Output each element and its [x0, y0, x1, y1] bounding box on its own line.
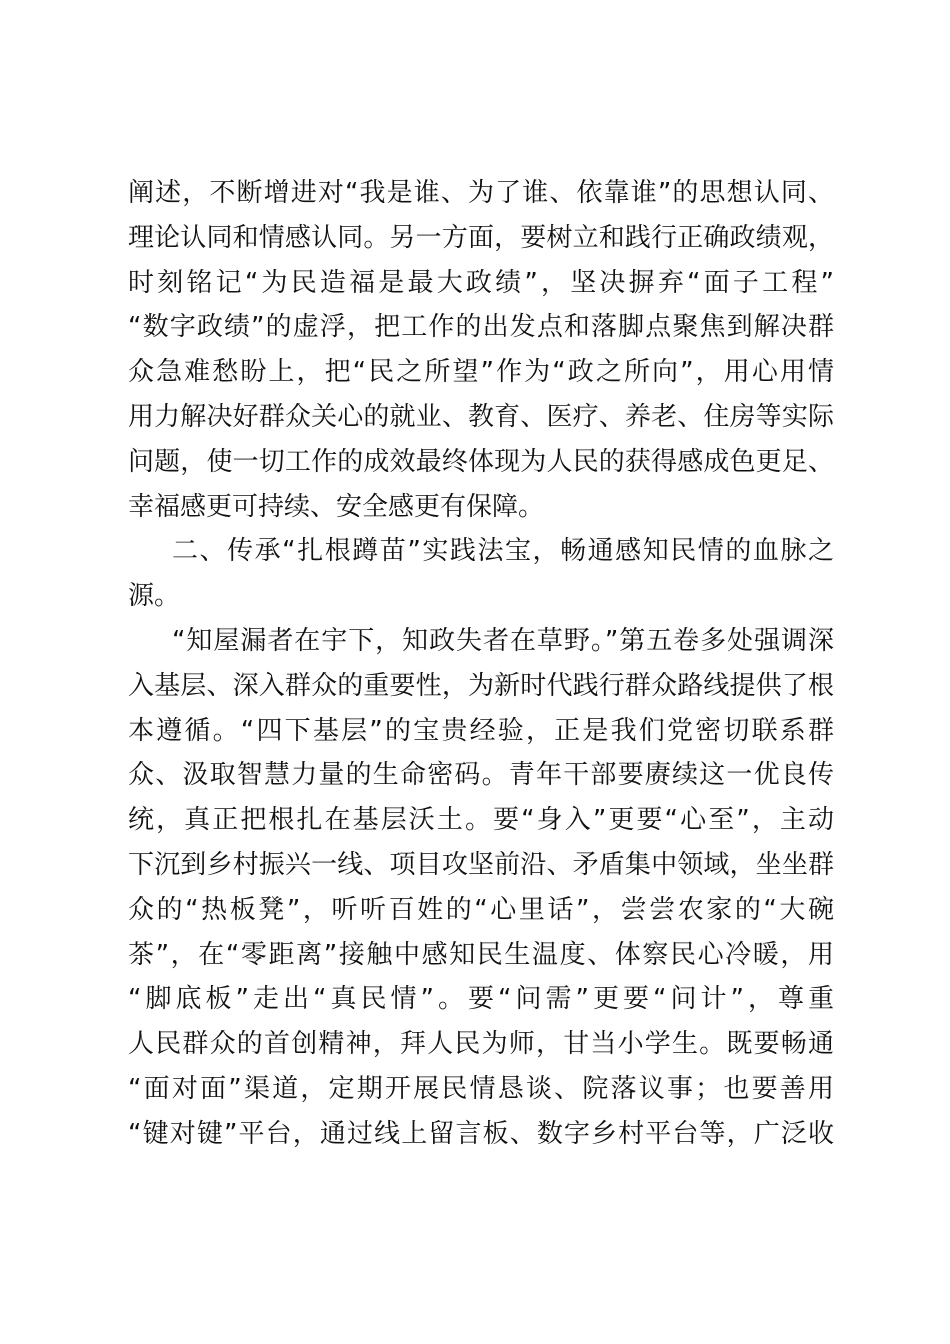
text-line: 众的“热板凳”，听听百姓的“心里话”，尝尝农家的“大碗	[128, 894, 834, 925]
text-line: 问题，使一切工作的成效最终体现为人民的获得感成色更足、	[128, 446, 834, 477]
text-line: 理论认同和情感认同。另一方面，要树立和践行正确政绩观，	[128, 222, 834, 253]
text-line: 下沉到乡村振兴一线、项目攻坚前沿、矛盾集中领域，坐坐群	[128, 849, 834, 880]
text-line: 时刻铭记“为民造福是最大政绩”，坚决摒弃“面子工程”	[128, 267, 834, 298]
text-line: 本遵循。“四下基层”的宝贵经验，正是我们党密切联系群	[128, 715, 834, 746]
text-line: 众、汲取智慧力量的生命密码。青年干部要赓续这一优良传	[128, 760, 834, 791]
text-line: 入基层、深入群众的重要性，为新时代践行群众路线提供了根	[128, 670, 834, 701]
text-line: 幸福感更可持续、安全感更有保障。	[128, 491, 545, 522]
text-line: 众急难愁盼上，把“民之所望”作为“政之所向”，用心用情	[128, 357, 834, 388]
text-line: 用力解决好群众关心的就业、教育、医疗、养老、住房等实际	[128, 401, 834, 432]
section-heading-continued: 源。	[128, 581, 181, 612]
text-line: “脚底板”走出“真民情”。要“问需”更要“问计”，尊重	[128, 984, 834, 1015]
text-line: 人民群众的首创精神，拜人民为师，甘当小学生。既要畅通	[128, 1029, 834, 1060]
text-line: 统，真正把根扎在基层沃土。要“身入”更要“心至”，主动	[128, 805, 834, 836]
text-line: 茶”，在“零距离”接触中感知民生温度、体察民心冷暖，用	[128, 939, 834, 970]
text-line: 阐述，不断增进对“我是谁、为了谁、依靠谁”的思想认同、	[128, 178, 834, 208]
text-line: “键对键”平台，通过线上留言板、数字乡村平台等，广泛收	[128, 1118, 834, 1149]
text-line: “数字政绩”的虚浮，把工作的出发点和落脚点聚焦到解决群	[128, 312, 834, 343]
text-line: “知屋漏者在宇下，知政失者在草野。”第五卷多处强调深	[172, 625, 834, 656]
document-body	[128, 171, 834, 1157]
section-heading: 二、传承“扎根蹲苗”实践法宝，畅通感知民情的血脉之	[172, 536, 834, 567]
text-line: “面对面”渠道，定期开展民情恳谈、院落议事；也要善用	[128, 1073, 834, 1104]
